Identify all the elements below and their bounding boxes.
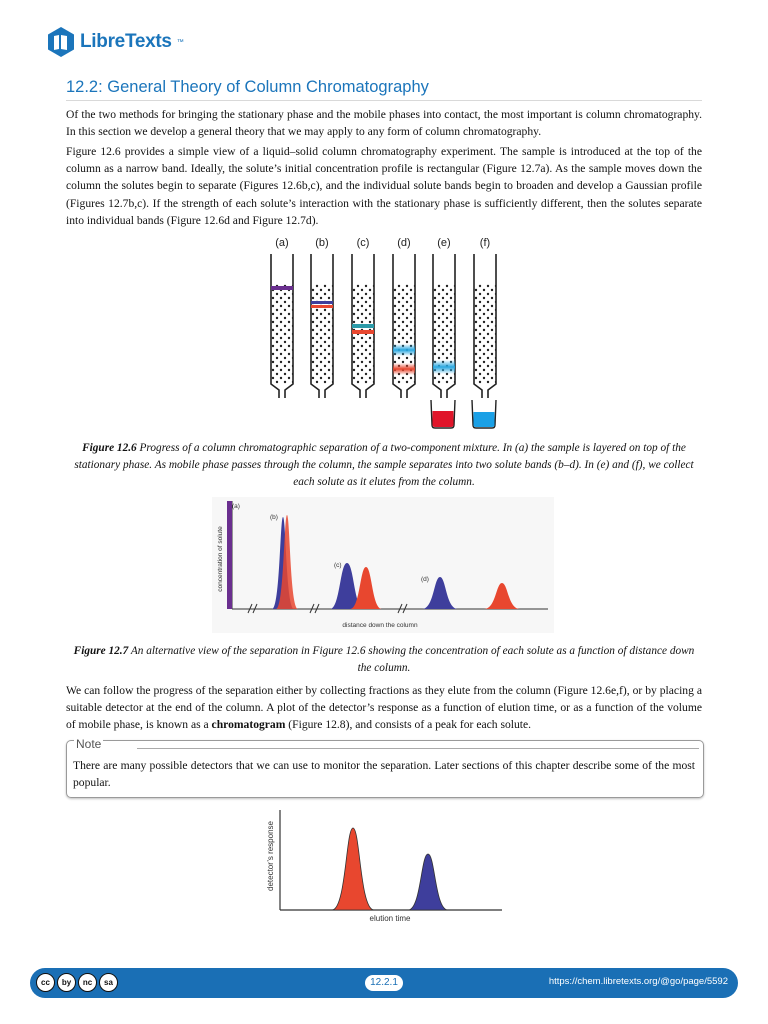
note-label: Note bbox=[76, 737, 102, 751]
column-d bbox=[393, 254, 415, 398]
by-icon: by bbox=[57, 973, 76, 992]
panel-label-f: (f) bbox=[479, 237, 491, 249]
note-divider bbox=[137, 748, 699, 749]
profile-label-a: (a) bbox=[232, 503, 240, 510]
logo-text: LibreTexts bbox=[80, 31, 172, 52]
figure-12-7-profiles bbox=[212, 497, 554, 633]
panel-label-a: (a) bbox=[275, 237, 289, 249]
panel-label-c: (c) bbox=[356, 237, 370, 249]
column-f bbox=[474, 254, 496, 398]
figure-12-6-caption-text: Progress of a column chromatographic separation of a two-component mixture. In (a) the sample is layered on top of the stationary phase. As mobile phase passes through the column, the sample separates into two solute bands (b–d). In (e) and (f), we collect each solute as it elutes from the column. bbox=[74, 442, 694, 488]
note-text: There are many possible detectors that we can use to monitor the separation. Later sections of this chapter describe some of the most popular. bbox=[73, 759, 695, 790]
paragraph-intro: Of the two methods for bringing the stationary phase and the mobile phases into contact, the most important is column chromatography. In this section we develop a general theory that we may apply to any form of column chromatography. bbox=[66, 108, 702, 139]
page-title: 12.2: General Theory of Column Chromatography bbox=[66, 78, 702, 101]
chromatogram-peak-blue bbox=[408, 854, 448, 910]
cc-icon: cc bbox=[36, 973, 55, 992]
logo-trademark: ™ bbox=[176, 38, 184, 46]
libretexts-logo[interactable] bbox=[46, 26, 184, 58]
sa-icon: sa bbox=[99, 973, 118, 992]
figure-12-7-xlabel: distance down the column bbox=[342, 622, 418, 629]
figure-12-8-chromatogram bbox=[262, 806, 504, 926]
term-chromatogram: chromatogram bbox=[211, 718, 286, 732]
profile-label-d: (d) bbox=[421, 576, 429, 583]
beaker-red bbox=[431, 400, 455, 428]
nc-icon: nc bbox=[78, 973, 97, 992]
profile-label-b: (b) bbox=[270, 514, 278, 521]
figure-12-6-columns bbox=[258, 232, 510, 430]
column-b bbox=[311, 254, 333, 398]
figure-12-7-caption-text: An alternative view of the separation in Figure 12.6 showing the concentration of each solute as a function of distance down the column. bbox=[128, 645, 695, 674]
page-url-link[interactable]: https://chem.libretexts.org/@go/page/5592 bbox=[548, 976, 728, 987]
figure-12-6-caption bbox=[66, 440, 702, 491]
profile-a-band bbox=[227, 501, 232, 609]
paragraph-figure-description: Figure 12.6 provides a simple view of a liquid–solid column chromatography experiment. The sample is introduced at the top of the column as a narrow band. Ideally, the solute’s initial concentration profile is rectangular (Figure 12.7a). As the sample moves down the column the solutes begin to separate (Figures 12.6b,c), and the individual solute bands begin to broaden and develop a Gaussian profile (Figures 12.7b,c). If the strength of each solute’s interaction with the stationary phase is sufficiently different, then the solutes separate into individual bands (Figure 12.6d and Figure 12.7d). bbox=[66, 145, 702, 227]
column-c bbox=[352, 254, 374, 398]
panel-label-b: (b) bbox=[315, 237, 329, 249]
figure-12-8-xlabel: elution time bbox=[369, 914, 411, 923]
cc-license-badge[interactable] bbox=[36, 973, 118, 992]
page-number: 12.2.1 bbox=[365, 975, 403, 991]
panel-label-d: (d) bbox=[397, 237, 411, 249]
column-e bbox=[433, 254, 455, 398]
figure-12-7-ylabel: concentration of solute bbox=[217, 526, 224, 592]
figure-12-7-caption bbox=[66, 643, 702, 677]
profile-label-c: (c) bbox=[334, 562, 342, 569]
libretexts-logo-icon bbox=[46, 26, 76, 58]
paragraph-chromatogram-part2: (Figure 12.8), and consists of a peak for each solute. bbox=[285, 718, 532, 732]
note-box bbox=[66, 737, 704, 798]
page-footer bbox=[30, 968, 738, 998]
figure-12-6-caption-label: Figure 12.6 bbox=[82, 442, 137, 454]
figure-12-7-caption-label: Figure 12.7 bbox=[73, 645, 129, 657]
figure-12-8-ylabel: detector’s response bbox=[266, 821, 275, 891]
chromatogram-peak-red bbox=[332, 828, 374, 910]
paragraph-chromatogram-part1: We can follow the progress of the separation either by collecting fractions as they elute from the column (Figure 12.6e,f), or by placing a suitable detector at the end of the column. A plot of the detector’s response as a function of elution time, or as a function of the volume of mobile phase, is known as a bbox=[66, 684, 702, 732]
beaker-blue bbox=[472, 400, 496, 428]
panel-label-e: (e) bbox=[437, 237, 451, 249]
column-a bbox=[271, 254, 293, 398]
paragraph-chromatogram bbox=[66, 682, 702, 734]
